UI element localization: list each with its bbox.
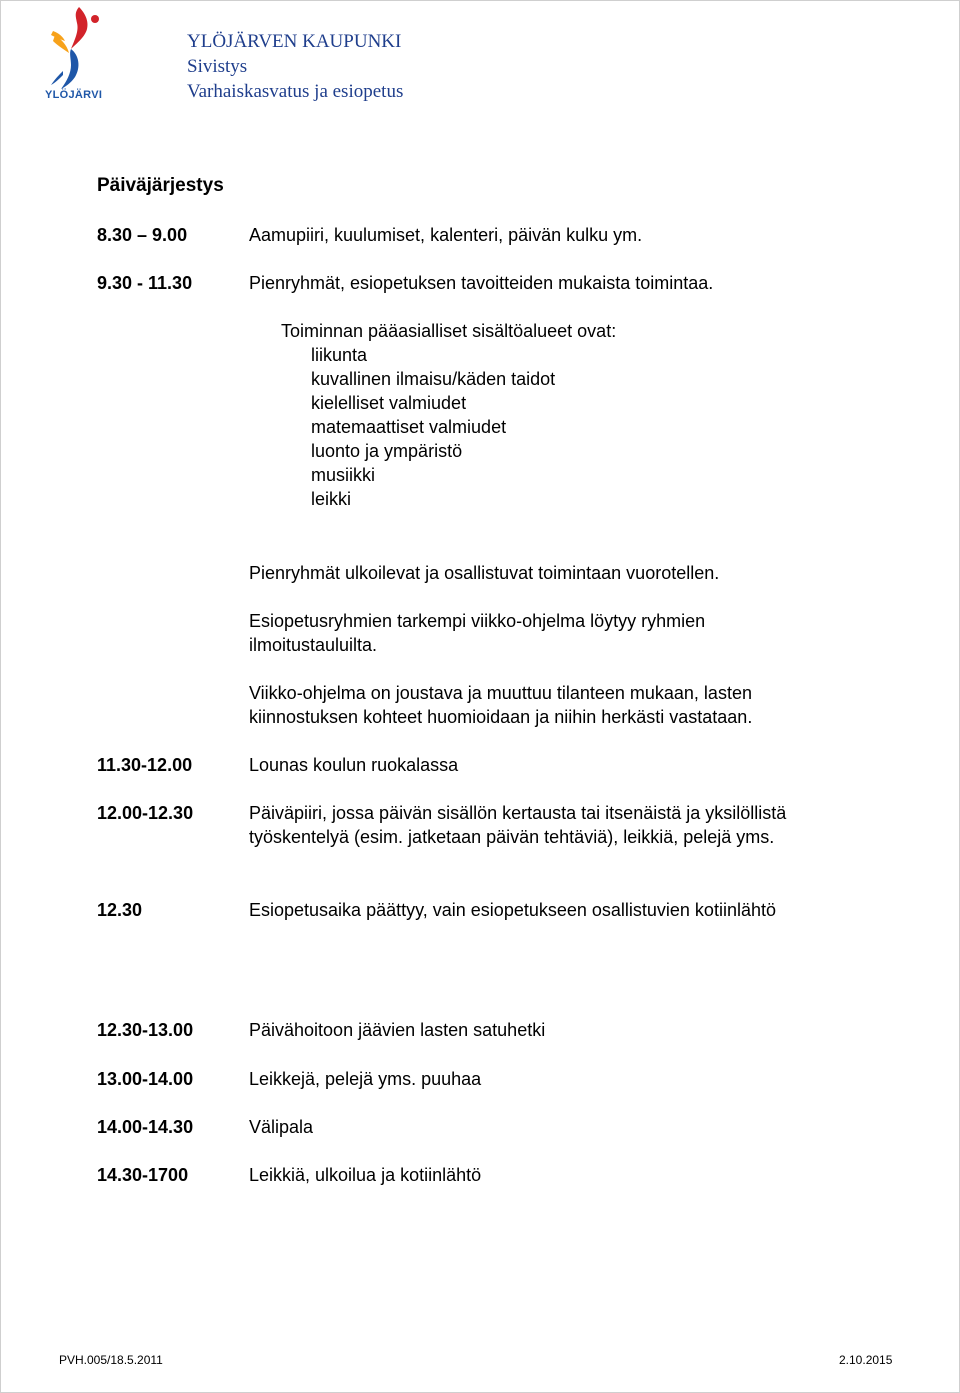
note-outdoors: Pienryhmät ulkoilevat ja osallistuvat toimintaan vuorotellen. — [249, 563, 720, 583]
schedule-text: Välipala — [249, 1117, 314, 1137]
list-item: leikki — [311, 489, 352, 509]
footer-document-code: PVH.005/18.5.2011 — [59, 1353, 163, 1367]
unit-name: Varhaiskasvatus ja esiopetus — [187, 81, 404, 102]
schedule-text-line: työskentelyä (esim. jatketaan päivän tehtäviä), leikkiä, pelejä yms. — [249, 827, 775, 847]
schedule-time: 12.30 — [97, 900, 143, 920]
schedule-time: 12.30-13.00 — [97, 1020, 194, 1040]
department-name: Sivistys — [187, 56, 248, 77]
schedule-text-line: Päiväpiiri, jossa päivän sisällön kertausta tai itsenäistä ja yksilöllistä — [249, 803, 787, 823]
page-title: Päiväjärjestys — [97, 175, 224, 196]
note-line: Viikko-ohjelma on joustava ja muuttuu tilanteen mukaan, lasten — [249, 683, 752, 703]
list-item: kielelliset valmiudet — [311, 393, 467, 413]
content-areas-intro: Toiminnan pääasialliset sisältöalueet ovat: — [281, 321, 617, 341]
list-item: liikunta — [311, 345, 368, 365]
content-areas-list — [311, 343, 555, 511]
schedule-text: Aamupiiri, kuulumiset, kalenteri, päivän kulku ym. — [249, 225, 643, 245]
schedule-time: 11.30-12.00 — [97, 755, 193, 775]
schedule-text: Päivähoitoon jäävien lasten satuhetki — [249, 1020, 546, 1040]
note-line: kiinnostuksen kohteet huomioidaan ja niihin herkästi vastataan. — [249, 707, 753, 727]
note-flexible — [249, 681, 752, 729]
schedule-text: Esiopetusaika päättyy, vain esiopetukseen osallistuvien kotiinlähtö — [249, 900, 776, 920]
schedule-text: Leikkiä, ulkoilua ja kotiinlähtö — [249, 1165, 482, 1185]
letterhead — [187, 29, 403, 104]
note-line: ilmoitustauluilta. — [249, 635, 378, 655]
schedule-time: 14.00-14.30 — [97, 1117, 194, 1137]
list-item: luonto ja ympäristö — [311, 441, 463, 461]
schedule-time: 12.00-12.30 — [97, 803, 194, 823]
schedule-time: 9.30 - 11.30 — [97, 273, 193, 293]
list-item: musiikki — [311, 465, 376, 485]
note-line: Esiopetusryhmien tarkempi viikko-ohjelma löytyy ryhmien — [249, 611, 706, 631]
schedule-time: 8.30 – 9.00 — [97, 225, 188, 245]
org-name: YLÖJÄRVEN KAUPUNKI — [187, 31, 402, 52]
schedule-text: Lounas koulun ruokalassa — [249, 755, 459, 775]
list-item: kuvallinen ilmaisu/käden taidot — [311, 369, 556, 389]
schedule-text — [249, 801, 786, 849]
logo-wordmark: YLÖJÄRVI — [45, 89, 103, 101]
schedule-time: 13.00-14.00 — [97, 1069, 194, 1089]
list-item: matemaattiset valmiudet — [311, 417, 507, 437]
note-weekly-program — [249, 609, 705, 657]
schedule-time: 14.30-1700 — [97, 1165, 189, 1185]
schedule-text: Pienryhmät, esiopetuksen tavoitteiden mukaista toimintaa. — [249, 273, 714, 293]
schedule-text: Leikkejä, pelejä yms. puuhaa — [249, 1069, 482, 1089]
footer-date: 2.10.2015 — [839, 1353, 893, 1367]
